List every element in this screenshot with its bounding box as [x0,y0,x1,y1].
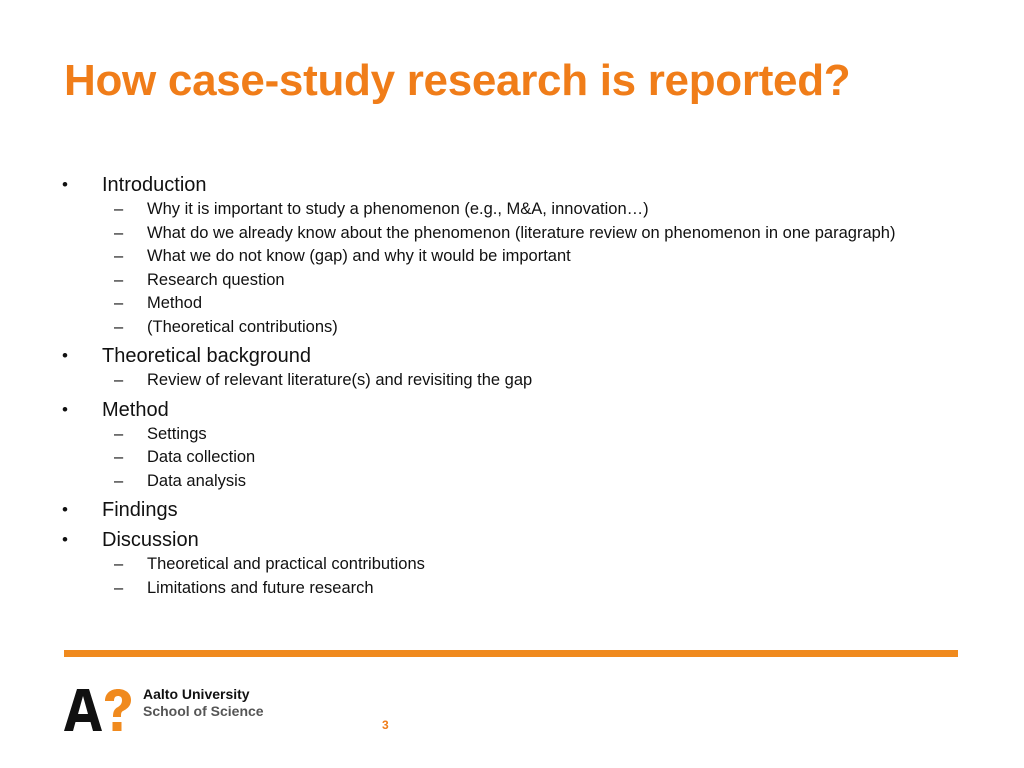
dash-icon: – [114,424,124,443]
outline-item-label: Theoretical background [102,345,312,367]
dash-icon: – [114,294,124,312]
sub-item-text: What do we already know about the phenomenon (literature review on phenomenon in one paragraph) [147,223,896,242]
outline-item [62,170,922,200]
sub-list [62,371,922,389]
outline-item-label: Method [102,398,169,421]
sub-item [62,555,922,573]
dash-icon: – [114,471,124,490]
page-number: 3 [382,718,389,732]
bullet-icon: • [62,346,68,365]
slide-title: How case-study research is reported? [64,56,851,105]
sub-list [62,425,922,490]
sub-item-text: Data collection [147,448,256,466]
bullet-icon: • [62,175,68,194]
outline-item-label: Introduction [102,174,207,196]
outline-item-label: Discussion [102,529,199,551]
sub-item-text: Settings [147,424,207,443]
dash-icon: – [114,448,124,466]
dash-icon: – [114,317,124,336]
bullet-icon: • [62,500,68,519]
aalto-logo-icon [64,688,134,732]
outline-item [62,395,922,425]
dash-icon: – [114,223,124,242]
sub-item-text: Limitations and future research [147,578,374,597]
sub-item [62,472,922,490]
sub-item-text: Why it is important to study a phenomenon (e.g., M&A, innovation…) [147,200,649,218]
dash-icon: – [114,578,124,597]
sub-item [62,371,922,389]
sub-item-text: Review of relevant literature(s) and revisiting the gap [147,371,533,389]
university-name-block [143,686,264,720]
outline-item [62,341,922,371]
sub-item-text: Method [147,294,203,312]
sub-item-text: Data analysis [147,471,247,490]
sub-item [62,579,922,597]
sub-item-text: What we do not know (gap) and why it would be important [147,247,571,265]
sub-item [62,425,922,443]
bullet-icon: • [62,399,68,419]
outline-item [62,495,922,525]
sub-item-text: (Theoretical contributions) [147,317,338,336]
outline-item-label: Findings [102,499,178,521]
sub-item-text: Research question [147,270,285,289]
dash-icon: – [114,200,124,218]
dash-icon: – [114,371,124,389]
footer-divider [64,650,958,657]
slide-outline [62,170,922,602]
sub-item [62,200,922,218]
sub-list [62,200,922,336]
sub-item [62,318,922,336]
bullet-icon: • [62,530,68,549]
sub-list [62,555,922,597]
sub-item [62,247,922,265]
university-name: Aalto University [143,686,250,702]
sub-item [62,224,922,242]
sub-item [62,448,922,466]
dash-icon: – [114,270,124,289]
school-name: School of Science [143,703,264,719]
sub-item [62,294,922,312]
dash-icon: – [114,555,124,573]
sub-item-text: Theoretical and practical contributions [147,555,425,573]
dash-icon: – [114,247,124,265]
sub-item [62,271,922,289]
outline-item [62,525,922,555]
